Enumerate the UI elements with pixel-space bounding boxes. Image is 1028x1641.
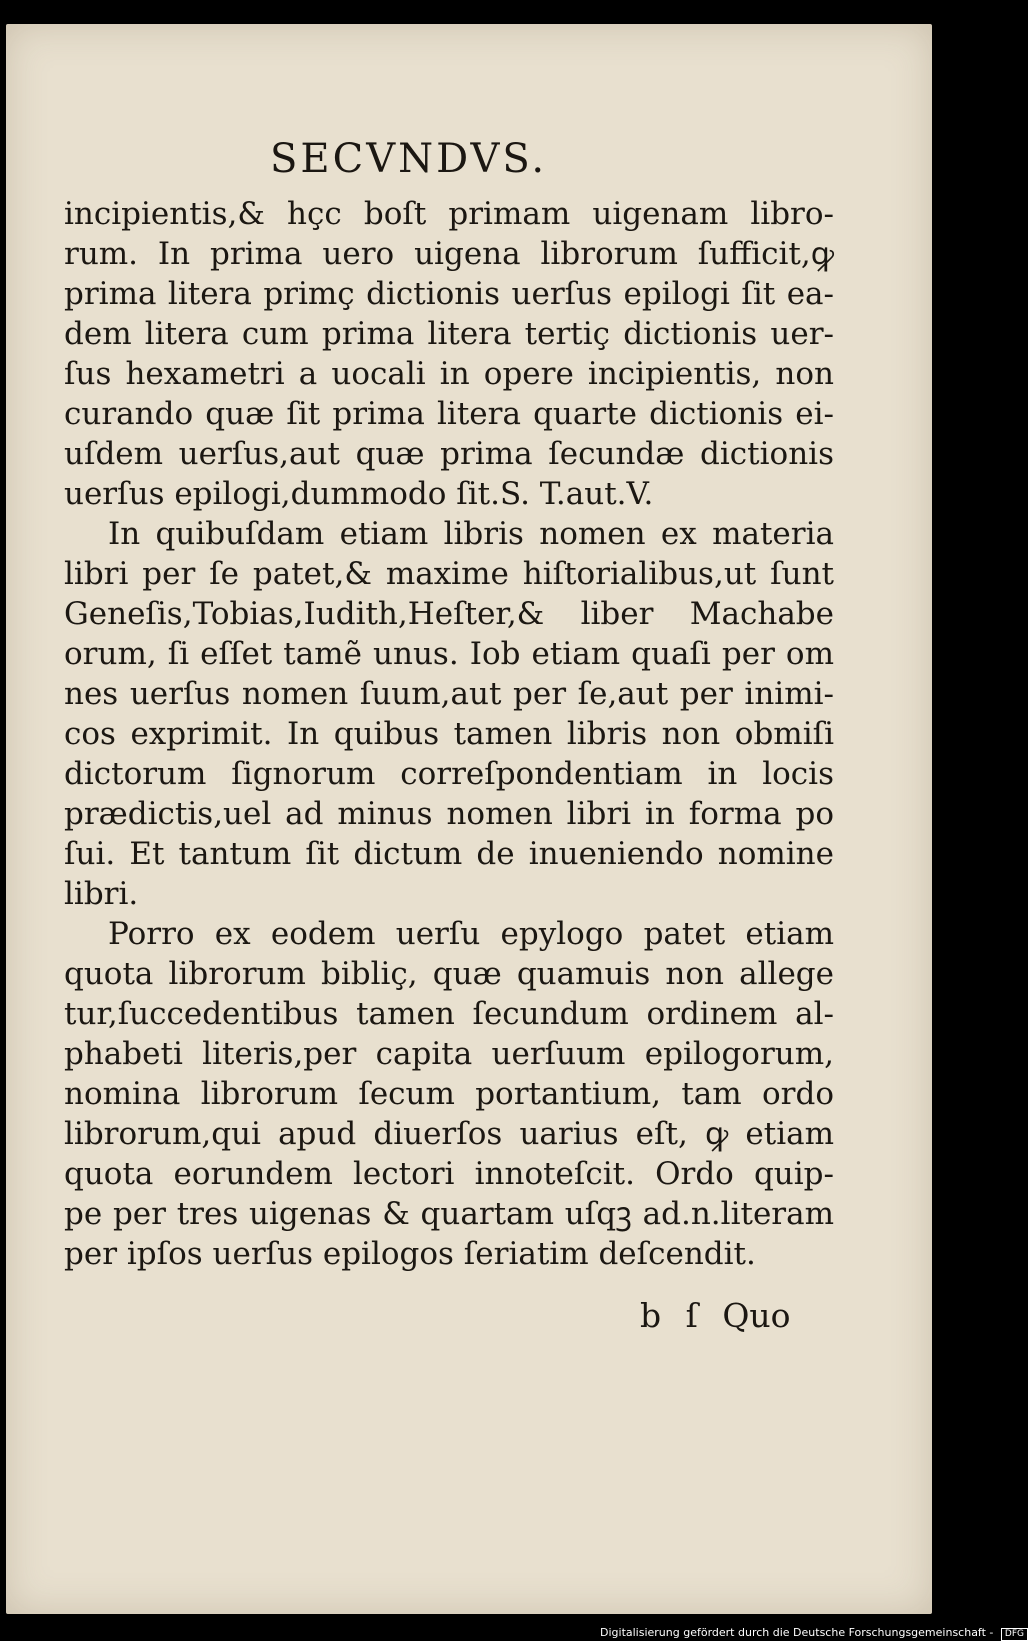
text-line: tur,ſuccedentibus tamen ſecundum ordinem al‑ <box>64 996 834 1032</box>
paragraph <box>64 514 834 914</box>
text-line: phabeti literis,per capita uerſuum epilogorum, <box>64 1036 834 1072</box>
text-line: quota eorundem lectori innoteſcit. Ordo quip‑ <box>64 1156 834 1192</box>
text-line: orum, ſi eſſet tamẽ unus. Iob etiam quaſi per om <box>64 636 834 672</box>
paragraph <box>64 194 834 514</box>
text-line: nes uerſus nomen ſuum,aut per ſe,aut per inimi‑ <box>64 676 834 712</box>
body-text <box>64 194 834 1274</box>
text-line: Porro ex eodem uerſu epylogo patet etiam <box>108 916 834 952</box>
text-line: uſdem uerſus,aut quæ prima ſecundæ dictionis <box>64 436 834 472</box>
footer-credit <box>600 1626 1028 1641</box>
text-line: dictorum ſignorum correſpondentiam in locis <box>64 756 834 792</box>
text-line: librorum,qui apud diuerſos uarius eſt, ꝙ etiam <box>64 1116 834 1152</box>
text-line: nomina librorum ſecum portantium, tam ordo <box>64 1076 834 1112</box>
text-line: quota librorum bibliç, quæ quamuis non allege <box>64 956 834 992</box>
text-line: incipientis,& hçc boſt primam uigenam libro‑ <box>64 196 834 232</box>
footer-text: Digitalisierung gefördert durch die Deutsche Forschungsgemeinschaft - <box>600 1626 994 1639</box>
book-page <box>6 24 932 1614</box>
text-line: Geneſis,Tobias,Iudith,Heſter,& liber Machabe <box>64 596 834 632</box>
text-line: cos exprimit. In quibus tamen libris non obmiſi <box>64 716 834 752</box>
text-line: rum. In prima uero uigena librorum ſufficit,ꝙ <box>64 236 834 272</box>
catchword: Quo <box>722 1296 791 1335</box>
text-line: per ipſos uerſus epilogos ſeriatim deſcendit. <box>64 1236 756 1272</box>
text-line: pe per tres uigenas & quartam uſqꝫ ad.n.literam <box>64 1196 834 1232</box>
dfg-logo: DFG <box>1001 1628 1028 1641</box>
text-line: prædictis,uel ad minus nomen libri in forma po <box>64 796 834 832</box>
text-line: libri per ſe patet,& maxime hiſtorialibus,ut ſunt <box>64 556 834 592</box>
running-head: SECVNDVS. <box>270 136 548 182</box>
text-line: uerſus epilogi,dummodo ſit.S. T.aut.V. <box>64 476 654 512</box>
text-line: In quibuſdam etiam libris nomen ex materia <box>108 516 834 552</box>
text-line: curando quæ ſit prima litera quarte dictionis ei‑ <box>64 396 834 432</box>
text-line: libri. <box>64 876 139 912</box>
paragraph <box>64 914 834 1274</box>
signature-and-catchword <box>640 1296 791 1335</box>
text-line: dem litera cum prima litera tertiç dictionis uer‑ <box>64 316 834 352</box>
signature-mark: b ſ <box>640 1296 698 1335</box>
text-line: ſui. Et tantum ſit dictum de inueniendo nomine <box>64 836 834 872</box>
text-line: ſus hexametri a uocali in opere incipientis, non <box>64 356 834 392</box>
text-line: prima litera primç dictionis uerſus epilogi ſit ea‑ <box>64 276 834 312</box>
